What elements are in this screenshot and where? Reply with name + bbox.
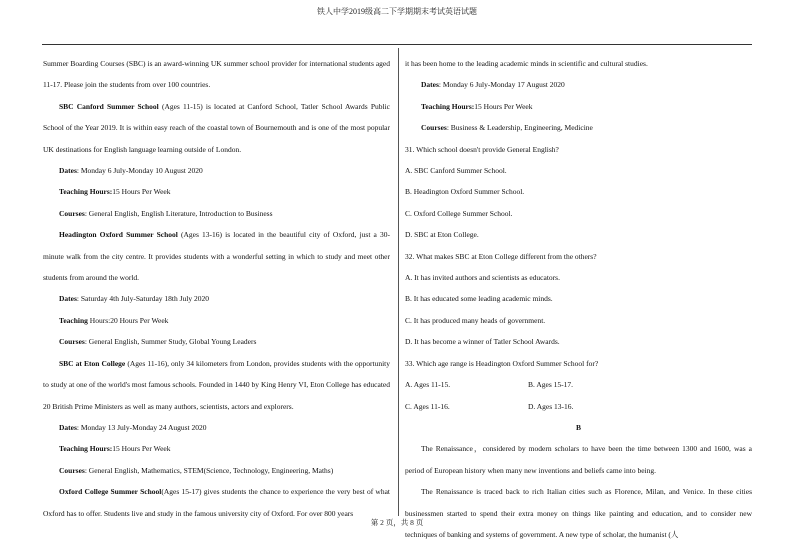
headington-hours — [43, 310, 390, 331]
dates-value: : Monday 13 July-Monday 24 August 2020 — [76, 422, 207, 432]
dates-value: : Monday 6 July-Monday 10 August 2020 — [76, 166, 203, 176]
oxford-courses — [405, 117, 752, 138]
canford-description — [43, 96, 390, 160]
hours-label: Teaching — [59, 315, 88, 325]
question-31-option-b: B. Headington Oxford Summer School. — [405, 187, 525, 197]
question-33: 33. Which age range is Headington Oxford Summer School for? — [405, 358, 599, 368]
question-32-option-b: B. It has educated some leading academic minds. — [405, 294, 553, 304]
school-desc: (Ages 13-16) is located in the beautiful city of Oxford, just a 30-minute walk from the city centre. It provides students with a wonderful setting in which to study and meet other students from around the world. — [43, 230, 390, 283]
question-33-options-row — [405, 374, 752, 395]
hours-label: Teaching Hours: — [421, 101, 475, 111]
question-32-option-a: A. It has invited authors and scientists as educators. — [405, 273, 560, 283]
eton-hours — [43, 438, 390, 459]
question-32: 32. What makes SBC at Eton College different from the others? — [405, 251, 597, 261]
eton-courses — [43, 460, 390, 481]
courses-value: : Business & Leadership, Engineering, Medicine — [446, 123, 593, 133]
right-column — [405, 53, 752, 545]
dates-label: Dates — [59, 294, 77, 304]
headington-description — [43, 224, 390, 288]
section-heading: B — [575, 422, 581, 432]
question-33-option-a: A. Ages 11-15. — [405, 380, 451, 390]
school-name: Oxford College Summer School — [59, 487, 162, 497]
question-31-option-a: A. SBC Canford Summer School. — [405, 166, 507, 176]
question-31-option-d: D. SBC at Eton College. — [405, 230, 479, 240]
question-32-option-c: C. It has produced many heads of government. — [405, 315, 546, 325]
courses-label: Courses — [421, 123, 447, 133]
page-header: 铁人中学2019级高二下学期期末考试英语试题 — [317, 7, 477, 16]
headington-dates — [43, 288, 390, 309]
oxford-dates — [405, 74, 752, 95]
courses-label: Courses — [59, 337, 85, 347]
dates-value: : Saturday 4th July-Saturday 18th July 2020 — [76, 294, 209, 304]
header-rule — [42, 44, 752, 45]
courses-value: : General English, English Literature, Introduction to Business — [84, 208, 273, 218]
dates-label: Dates — [421, 80, 439, 90]
hours-value: 15 Hours Per Week — [112, 187, 171, 197]
hours-value: Hours:20 Hours Per Week — [87, 315, 169, 325]
hours-label: Teaching Hours: — [59, 187, 113, 197]
eton-dates — [43, 417, 390, 438]
eton-description — [43, 353, 390, 417]
column-divider — [398, 48, 399, 516]
oxford-continuation: it has been home to the leading academic minds in scientific and cultural studies. — [405, 59, 648, 68]
school-desc: (Ages 11-15) is located at Canford School, Tatler School Awards Public School of the Year 2019. It is within easy reach of the coastal town of Bournemouth and is one of the most popular UK destinations for English language learning outside of London. — [43, 101, 390, 154]
dates-label: Dates — [59, 166, 77, 176]
question-33-option-b: B. Ages 15-17. — [528, 380, 573, 390]
headington-courses — [43, 331, 390, 352]
page-number: 第 2 页，共 8 页 — [370, 518, 424, 527]
hours-value: 15 Hours Per Week — [474, 101, 533, 111]
courses-label: Courses — [59, 465, 85, 475]
school-name: Headington Oxford Summer School — [59, 230, 178, 240]
intro-paragraph: Summer Boarding Courses (SBC) is an award-winning UK summer school provider for international students aged 11-17. Please join the students from over 100 countries. — [43, 59, 390, 90]
canford-hours — [43, 181, 390, 202]
school-desc: (Ages 11-16), only 34 kilometers from London, provides students with the opportunity to study at one of the world's most famous schools. Founded in 1440 by King Henry VI, Eton College has educated 20 British Prime Ministers as well as many authors, scientists, actors and explorers. — [43, 358, 390, 411]
left-column — [43, 53, 390, 524]
dates-value: : Monday 6 July-Monday 17 August 2020 — [438, 80, 565, 90]
canford-dates — [43, 160, 390, 181]
dates-label: Dates — [59, 422, 77, 432]
question-31-option-c: C. Oxford College Summer School. — [405, 208, 513, 218]
question-32-option-d: D. It has become a winner of Tatler School Awards. — [405, 337, 560, 347]
question-33-option-d: D. Ages 13-16. — [528, 401, 574, 411]
canford-courses — [43, 203, 390, 224]
school-desc: (Ages 15-17) gives students the chance to experience the very best of what Oxford has to offer. Students live and study in the famous university city of Oxford. For over 800 years — [43, 487, 391, 518]
hours-value: 15 Hours Per Week — [112, 444, 171, 454]
oxford-hours — [405, 96, 752, 117]
courses-label: Courses — [59, 208, 85, 218]
school-name: SBC at Eton College — [59, 358, 126, 368]
question-31: 31. Which school doesn't provide General English? — [405, 144, 559, 154]
question-33-options-row — [405, 396, 752, 417]
school-name: SBC Canford Summer School — [59, 101, 159, 111]
courses-value: : General English, Summer Study, Global Young Leaders — [84, 337, 257, 347]
question-33-option-c: C. Ages 11-16. — [405, 401, 450, 411]
courses-value: : General English, Mathematics, STEM(Science, Technology, Engineering, Maths) — [84, 465, 334, 475]
hours-label: Teaching Hours: — [59, 444, 113, 454]
passage-paragraph: The Renaissance is traced back to rich Italian cities such as Florence, Milan, and Venice. In these cities businessmen started to spend their extra money on things like painting and education, and to consider new techniques of banking and systems of government. A new type of scholar, the humanist (人 — [405, 487, 752, 539]
passage-paragraph: The Renaissance，considered by modern scholars to have been the time between 1300 and 1600, was a period of European history when many new inventions and beliefs came into being. — [405, 444, 752, 475]
